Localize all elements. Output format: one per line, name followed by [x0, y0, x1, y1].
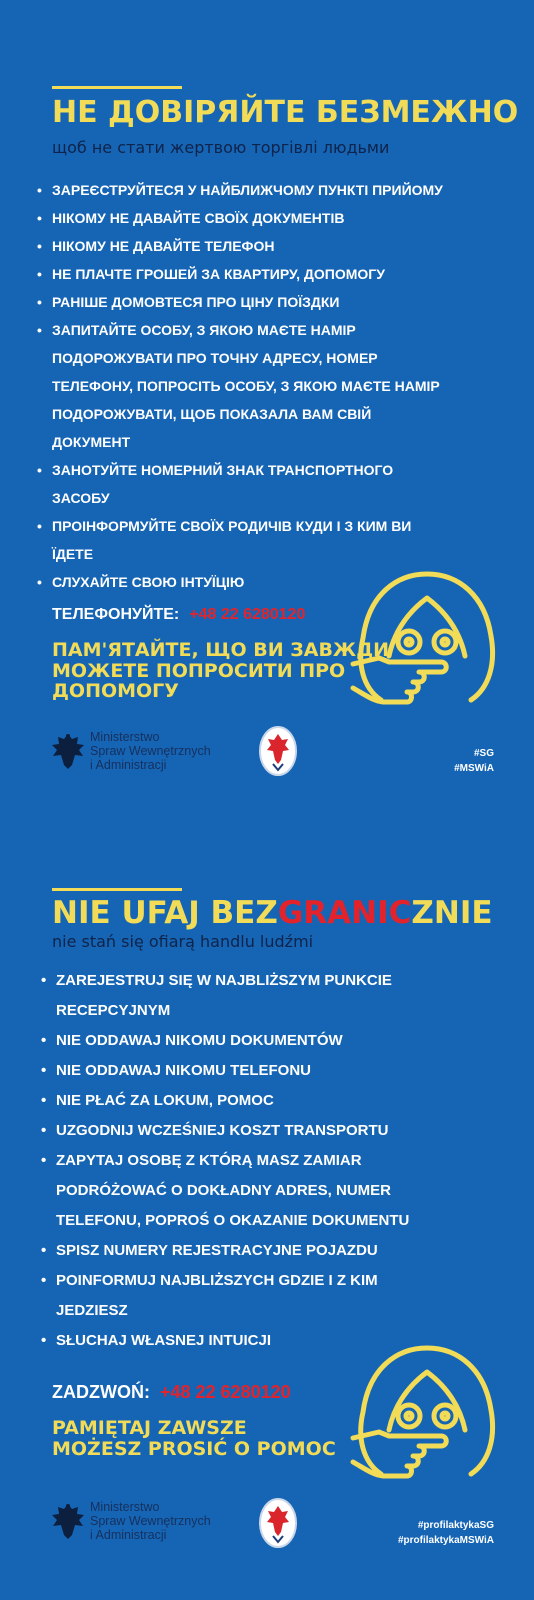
list-item: • ПРОІНФОРМУЙТЕ СВОЇХ РОДИЧІВ КУДИ І З КИМ ВИ ЇДЕТЕ [52, 512, 522, 568]
list-item: • СЛУХАЙТЕ СВОЮ ІНТУЇЦІЮ [52, 568, 522, 596]
phone-line [52, 1382, 291, 1403]
page-subtitle: nie stań się ofiarą handlu ludźmi [52, 932, 314, 951]
polish-eagle-emblem-icon [50, 731, 86, 771]
phone-number[interactable]: +48 22 6280120 [189, 606, 306, 623]
border-guard-emblem-icon [256, 720, 300, 782]
call-label: ZADZWOŃ: [52, 1382, 150, 1402]
title-part: ZNIE [411, 895, 493, 931]
hashtag[interactable]: #profilaktykaMSWiA [397, 1535, 494, 1546]
page-title: НЕ ДОВІРЯЙТЕ БЕЗМЕЖНО [52, 95, 519, 130]
list-item: • NIE ODDAWAJ NIKOMU TELEFONU [56, 1056, 526, 1086]
border-guard-emblem-icon [256, 1492, 300, 1554]
list-item: • ZAREJESTRUJ SIĘ W NAJBLIŻSZYM PUNKCIE RECEPCYJNYM [56, 966, 526, 1026]
list-item: • NIE ODDAWAJ NIKOMU DOKUMENTÓW [56, 1026, 526, 1056]
call-label: ТЕЛЕФОНУЙТЕ: [52, 606, 180, 623]
ministry-line: Ministerstwo [90, 730, 160, 744]
list-item: • ЗАНОТУЙТЕ НОМЕРНИЙ ЗНАК ТРАНСПОРТНОГО ЗАСОБУ [52, 456, 522, 512]
title-part: NIE UFAJ BEZ [52, 895, 278, 931]
scared-face-covering-mouth-icon [345, 560, 505, 720]
list-item: • НІКОМУ НЕ ДАВАЙТЕ ТЕЛЕФОН [52, 232, 522, 260]
ministry-logo [50, 730, 211, 772]
list-item: • ZAPYTAJ OSOBĘ Z KTÓRĄ MASZ ZAMIAR PODRÓŻOWAĆ O DOKŁADNY ADRES, NUMER TELEFONU, POPROŚ O OKAZANIE DOKUMENTU [56, 1146, 526, 1236]
hashtags [398, 1518, 494, 1548]
page-subtitle: щоб не стати жертвою торгівлі людьми [52, 138, 390, 157]
scared-face-covering-mouth-icon [345, 1334, 505, 1494]
ministry-line: i Administracji [90, 1528, 167, 1542]
phone-line [52, 606, 305, 624]
list-item: • NIE PŁAĆ ZA LOKUM, POMOC [56, 1086, 526, 1116]
list-item: • РАНІШЕ ДОМОВТЕСЯ ПРО ЦІНУ ПОЇЗДКИ [52, 288, 522, 316]
advice-list [52, 176, 522, 596]
remember-message: PAMIĘTAJ ZAWSZE MOŻESZ PROSIĆ O POMOC [52, 1417, 336, 1460]
hashtags [454, 746, 494, 776]
list-item: • ЗАПИТАЙТЕ ОСОБУ, З ЯКОЮ МАЄТЕ НАМІР ПОДОРОЖУВАТИ ПРО ТОЧНУ АДРЕСУ, НОМЕР ТЕЛЕФОНУ, ПОПРОСІТЬ ОСОБУ, З ЯКОЮ МАЄТЕ НАМІР ПОДОРОЖУВАТИ, ЩОБ ПОКАЗАЛА ВАМ СВІЙ ДОКУМЕНТ [52, 316, 522, 456]
polish-eagle-emblem-icon [50, 1501, 86, 1541]
ministry-name [90, 1500, 211, 1542]
list-item: • UZGODNIJ WCZEŚNIEJ KOSZT TRANSPORTU [56, 1116, 526, 1146]
title-accent-bar [52, 888, 182, 891]
remember-message: ПАМ'ЯТАЙТЕ, ЩО ВИ ЗАВЖДИ МОЖЕТЕ ПОПРОСИТИ ПРО ДОПОМОГУ [52, 639, 390, 703]
ministry-line: Spraw Wewnętrznych [90, 744, 211, 758]
ministry-name [90, 730, 211, 772]
ministry-logo [50, 1500, 211, 1542]
section-polish [0, 800, 534, 1600]
advice-list [56, 966, 526, 1356]
ministry-line: Spraw Wewnętrznych [90, 1514, 211, 1528]
hashtag[interactable]: #MSWiA [454, 763, 494, 774]
list-item: • НІКОМУ НЕ ДАВАЙТЕ СВОЇХ ДОКУМЕНТІВ [52, 204, 522, 232]
list-item: • SPISZ NUMERY REJESTRACYJNE POJAZDU [56, 1236, 526, 1266]
page-title [52, 895, 493, 931]
ministry-line: Ministerstwo [90, 1500, 160, 1514]
list-item: • НЕ ПЛАЧТЕ ГРОШЕЙ ЗА КВАРТИРУ, ДОПОМОГУ [52, 260, 522, 288]
title-accent-bar [52, 86, 182, 89]
hashtag[interactable]: #SG [473, 748, 494, 759]
list-item: • POINFORMUJ NAJBLIŻSZYCH GDZIE I Z KIM JEDZIESZ [56, 1266, 526, 1326]
title-part-highlight: GRANIC [277, 895, 412, 931]
ministry-line: i Administracji [90, 758, 167, 772]
list-item: • SŁUCHAJ WŁASNEJ INTUICJI [56, 1326, 526, 1356]
list-item: • ЗАРЕЄСТРУЙТЕСЯ У НАЙБЛИЖЧОМУ ПУНКТІ ПРИЙОМУ [52, 176, 522, 204]
phone-number[interactable]: +48 22 6280120 [159, 1382, 291, 1402]
hashtag[interactable]: #profilaktykaSG [417, 1520, 494, 1531]
